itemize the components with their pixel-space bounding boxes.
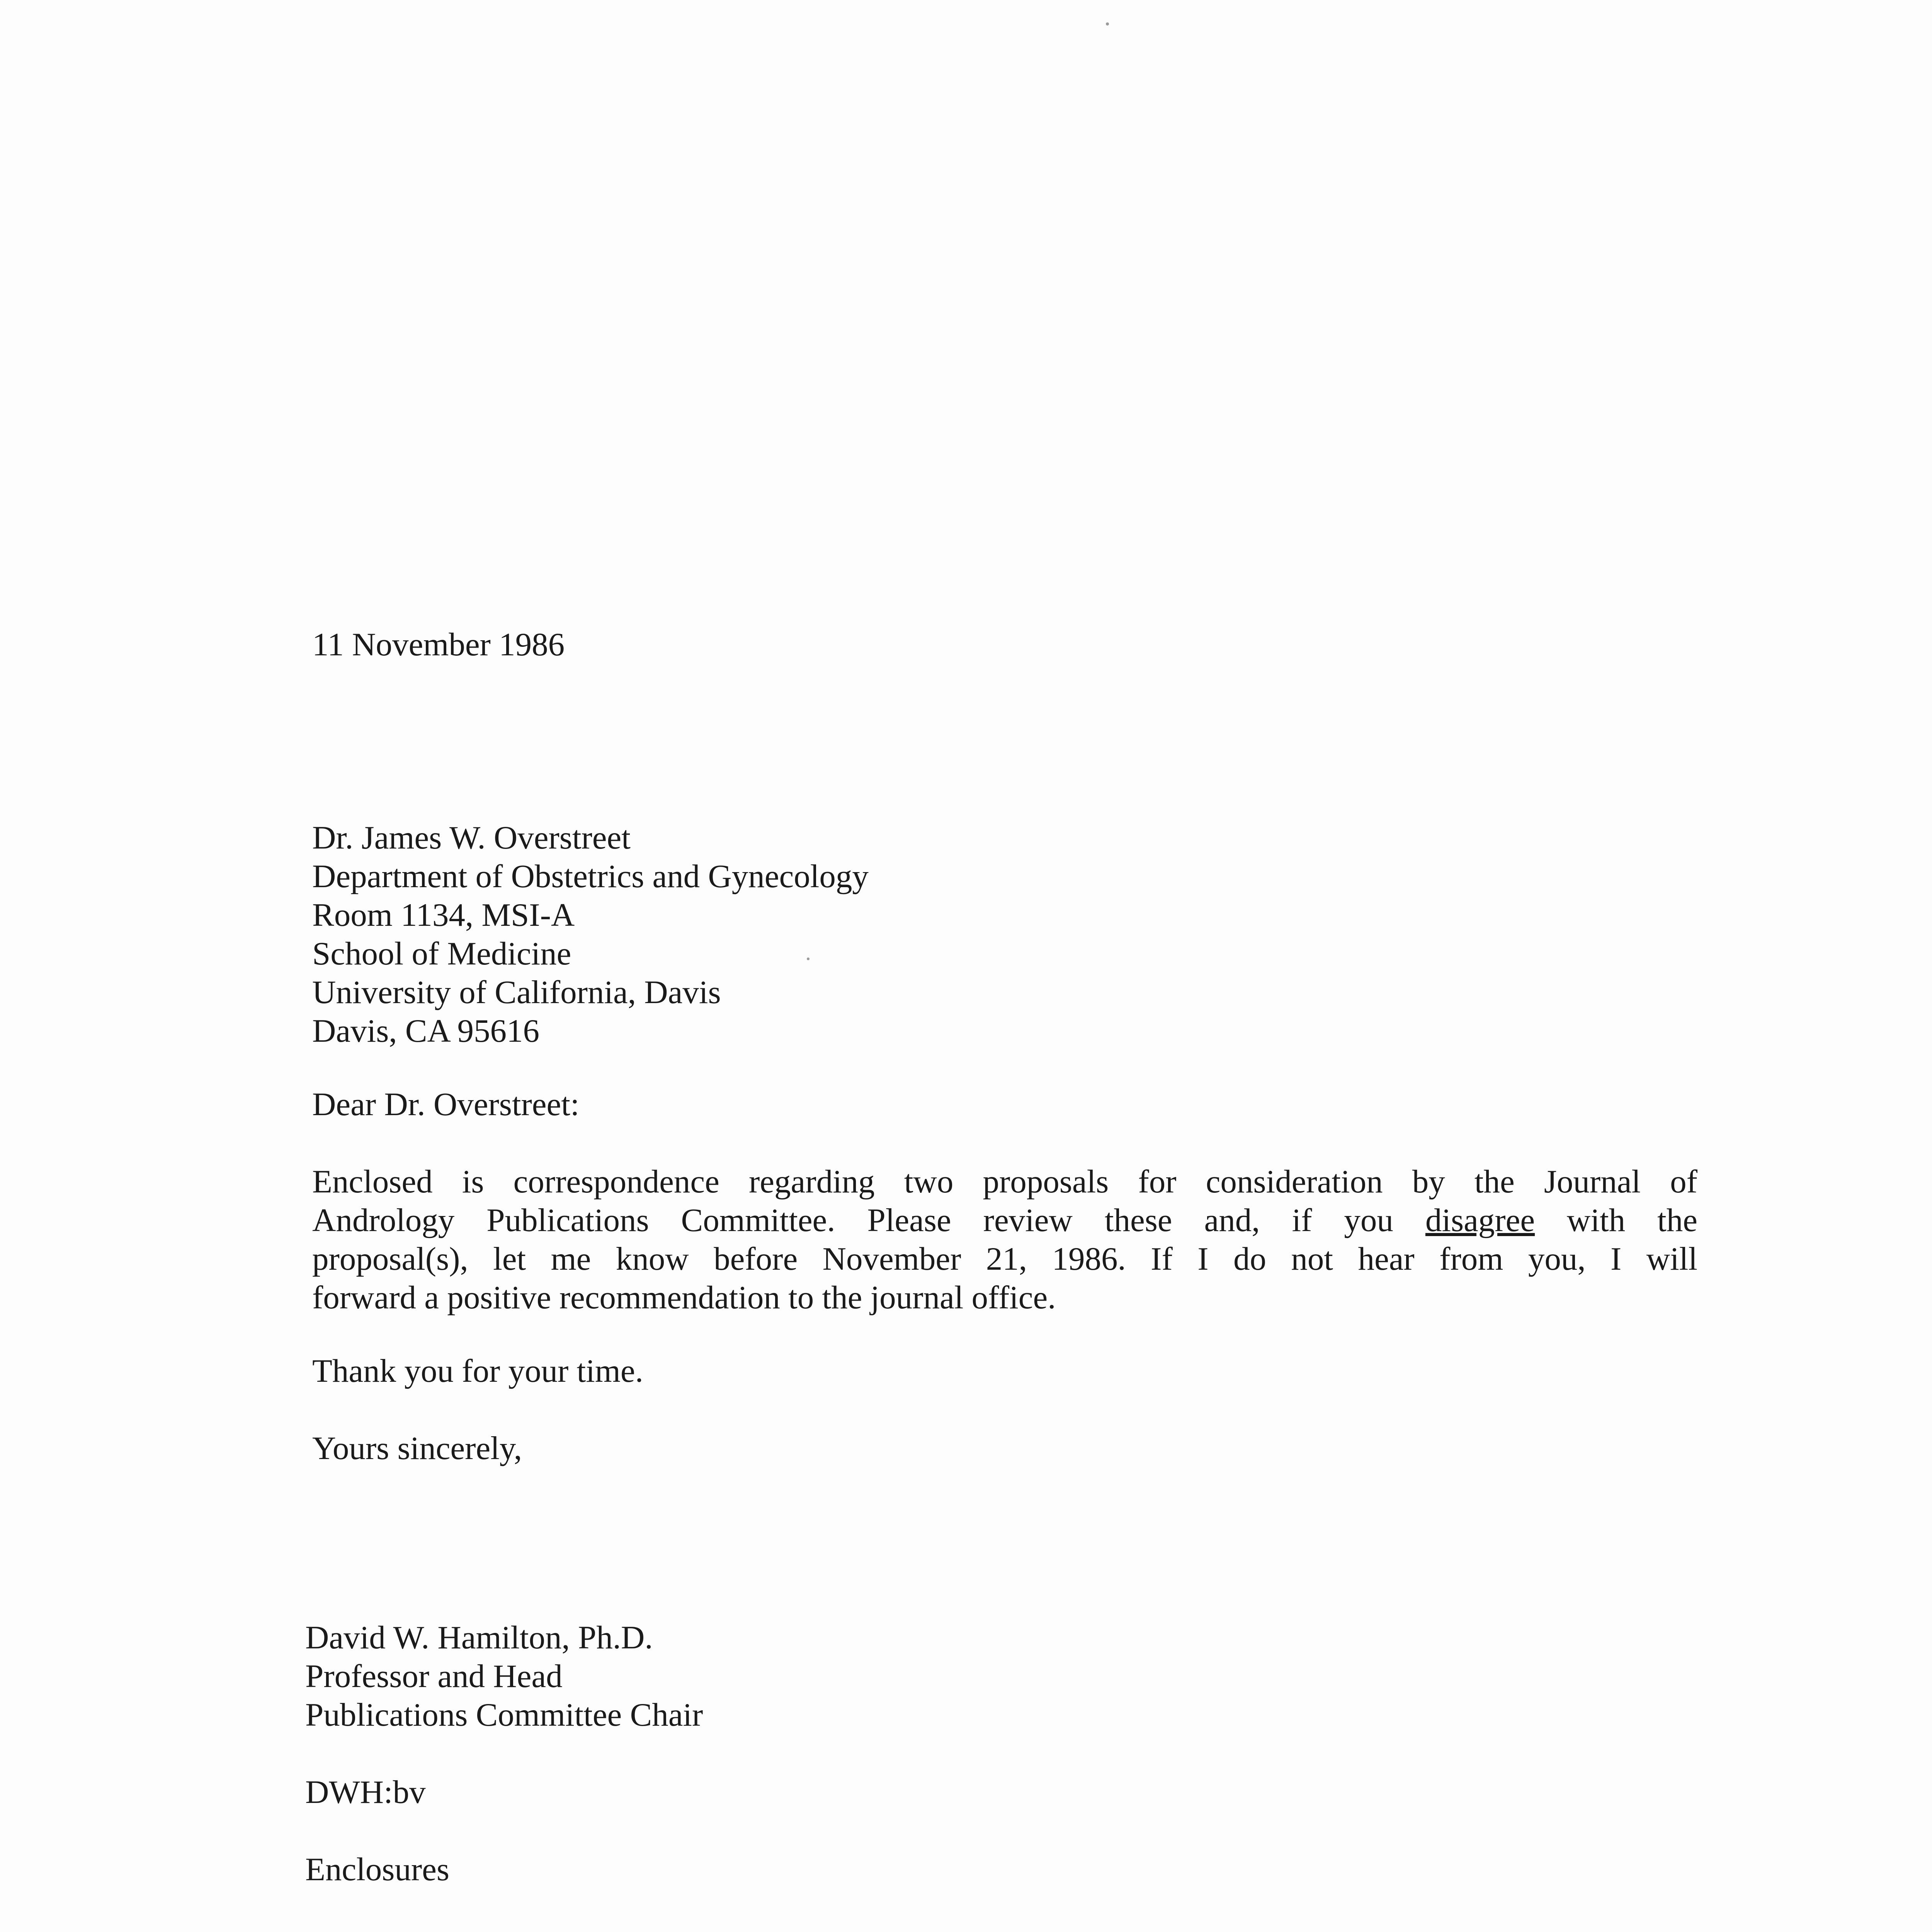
body-paragraph: [312, 1162, 1697, 1317]
body-line-part: Andrology Publications Committee. Please review these and, if you: [312, 1202, 1425, 1238]
thanks-line: Thank you for your time.: [312, 1353, 643, 1389]
recipient-room: Room 1134, MSI-A: [312, 897, 575, 933]
signature-block: [305, 1618, 703, 1734]
body-line: forward a positive recommendation to the journal office.: [312, 1279, 1056, 1316]
signer-name: David W. Hamilton, Ph.D.: [305, 1619, 653, 1656]
recipient-school: School of Medicine: [312, 935, 571, 972]
page-edge-shadow: [1928, 0, 1932, 1932]
recipient-city: Davis, CA 95616: [312, 1013, 539, 1049]
typist-initials: DWH:bv: [305, 1774, 426, 1810]
letter-date: 11 November 1986: [312, 626, 565, 663]
body-line: [312, 1201, 1697, 1240]
closing-line: Yours sincerely,: [312, 1430, 522, 1466]
recipient-university: University of California, Davis: [312, 974, 721, 1010]
body-line: Enclosed is correspondence regarding two proposals for consideration by the Journal of: [312, 1163, 1697, 1200]
recipient-address: [312, 818, 869, 1050]
signer-title: Publications Committee Chair: [305, 1697, 703, 1733]
body-line: proposal(s), let me know before November 21, 1986. If I do not hear from you, I will: [312, 1241, 1697, 1277]
recipient-department: Department of Obstetrics and Gynecology: [312, 858, 869, 895]
recipient-name: Dr. James W. Overstreet: [312, 820, 631, 856]
enclosures-note: Enclosures: [305, 1851, 449, 1888]
body-line-part: with the: [1535, 1202, 1697, 1238]
underlined-word: disagree: [1425, 1202, 1535, 1238]
salutation: Dear Dr. Overstreet:: [312, 1086, 580, 1122]
paper-speck: [1106, 22, 1109, 26]
signer-title: Professor and Head: [305, 1658, 563, 1694]
